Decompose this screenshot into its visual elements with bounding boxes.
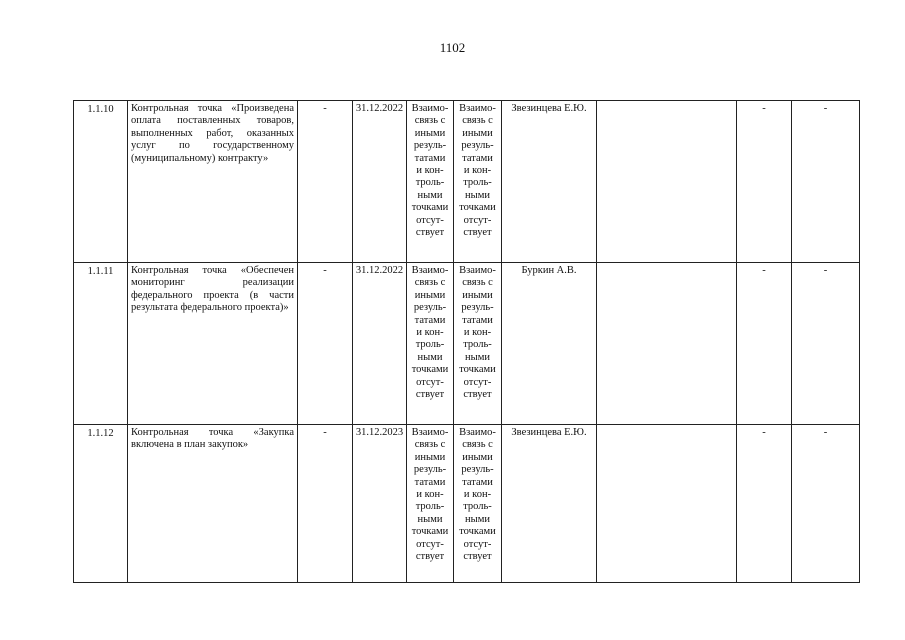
table-row [74,263,860,425]
row-number: 1.1.10 [74,101,128,263]
note-cell: - [792,425,860,583]
document-cell [597,263,737,425]
predecessors-cell: Взаимо- связь с иными резуль- татами и кон- троль- ными точками отсут- ствует [407,263,454,425]
predecessors-cell: Взаимо- связь с иными резуль- татами и кон- троль- ными точками отсут- ствует [407,425,454,583]
table-row [74,425,860,583]
info-system-cell: - [737,101,792,263]
table-row [74,101,860,263]
page-number: 1102 [439,40,466,55]
base-value-cell: - [298,263,353,425]
successors-cell: Взаимо- связь с иными резуль- татами и кон- троль- ными точками отсут- ствует [454,263,502,425]
successors-cell: Взаимо- связь с иными резуль- татами и кон- троль- ными точками отсут- ствует [454,101,502,263]
control-points-table [73,100,860,583]
row-number: 1.1.11 [74,263,128,425]
control-point-description: Контрольная точка «Закупка включена в план закупок» [128,425,298,583]
successors-cell: Взаимо- связь с иными резуль- татами и кон- троль- ными точками отсут- ствует [454,425,502,583]
responsible-person: Звезинцева Е.Ю. [502,425,597,583]
row-number: 1.1.12 [74,425,128,583]
deadline-date: 31.12.2022 [353,263,407,425]
responsible-person: Буркин А.В. [502,263,597,425]
base-value-cell: - [298,425,353,583]
base-value-cell: - [298,101,353,263]
info-system-cell: - [737,263,792,425]
control-point-description: Контрольная точка «Обеспечен мониторинг реализации федерального проекта (в части результата федерального проекта)» [128,263,298,425]
document-cell [597,425,737,583]
deadline-date: 31.12.2022 [353,101,407,263]
info-system-cell: - [737,425,792,583]
note-cell: - [792,101,860,263]
document-cell [597,101,737,263]
responsible-person: Звезинцева Е.Ю. [502,101,597,263]
control-point-description: Контрольная точка «Произведена оплата поставленных товаров, выполненных работ, оказанных услуг по государственному (муниципальному) контракту» [128,101,298,263]
predecessors-cell: Взаимо- связь с иными резуль- татами и кон- троль- ными точками отсут- ствует [407,101,454,263]
deadline-date: 31.12.2023 [353,425,407,583]
note-cell: - [792,263,860,425]
